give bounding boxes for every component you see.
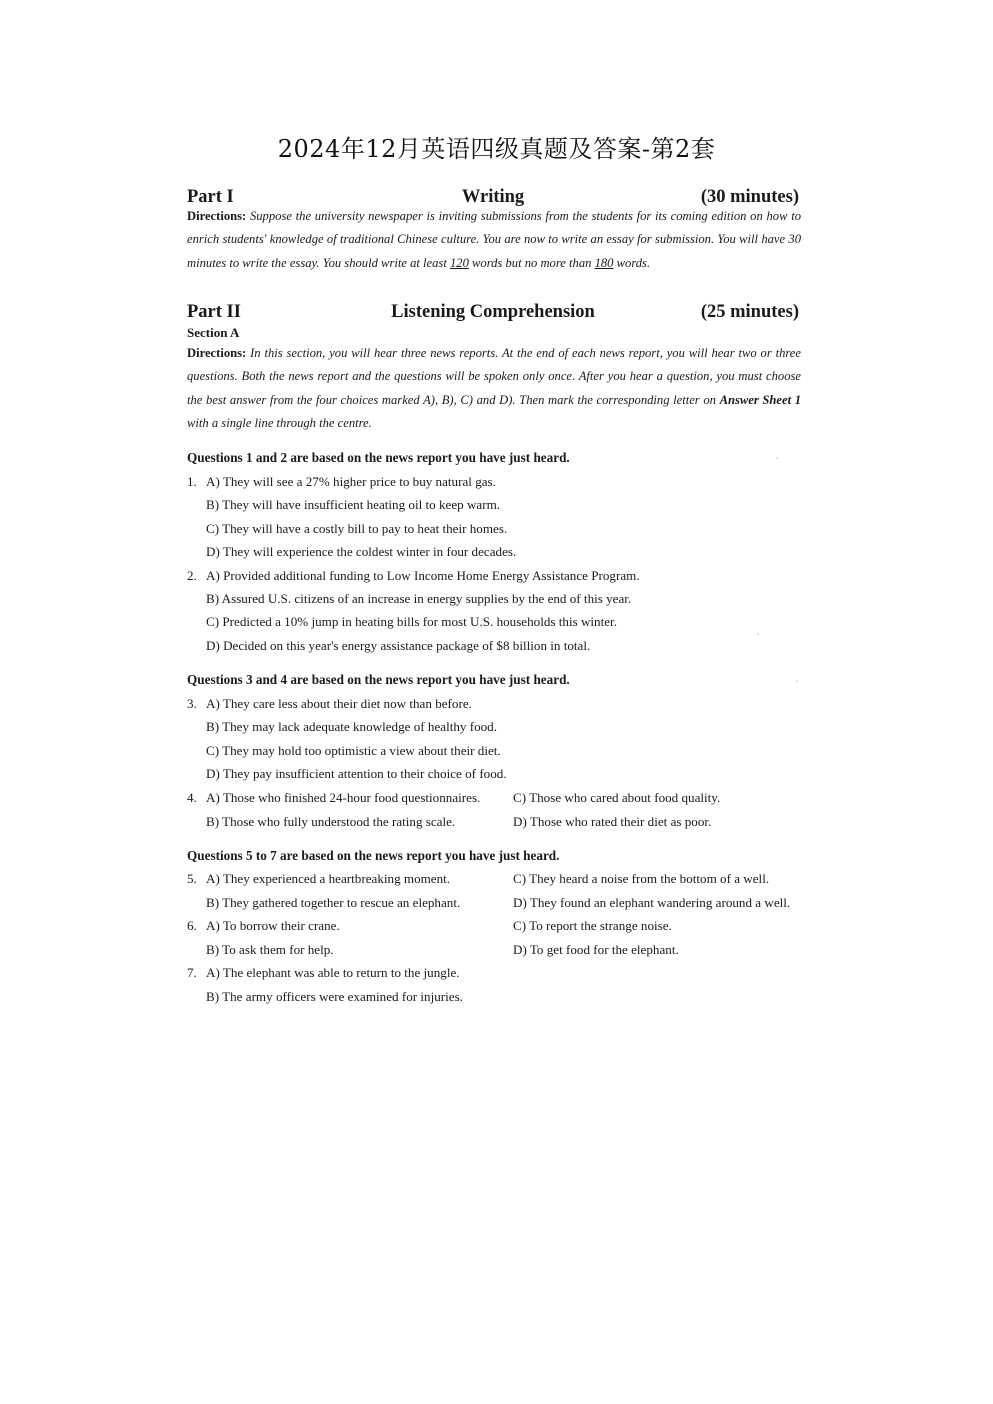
part-2-directions: [187, 342, 801, 435]
question-number: 1.: [187, 474, 197, 489]
directions-text: with a single line through the centre.: [187, 415, 372, 430]
option-4c: C) Those who cared about food quality.: [513, 790, 721, 805]
part-2-header: [187, 302, 799, 328]
scan-speck: [796, 680, 798, 682]
question-number: 2.: [187, 568, 197, 583]
part-1-name: Writing: [461, 187, 525, 207]
option-5b: B) They gathered together to rescue an elephant.: [206, 895, 461, 910]
directions-text: words but no more than: [468, 255, 595, 270]
question-number: 4.: [187, 790, 197, 805]
option-5c: C) They heard a noise from the bottom of a well.: [513, 871, 770, 886]
scan-speck: [757, 633, 759, 635]
part-1-label: Part I: [187, 187, 234, 207]
part-2-name: Listening Comprehension: [391, 302, 595, 322]
option-4a: A) Those who finished 24-hour food questionnaires.: [206, 790, 481, 805]
directions-text: Suppose the university newspaper is inviting submissions from the students for its coming edition on how to enrich students' knowledge of traditional Chinese culture. You are now to write an essay for submission. You will have 30 minutes to write the essay. You should write at least: [187, 209, 801, 270]
directions-label: Directions:: [187, 346, 247, 360]
option-6d: D) To get food for the elephant.: [513, 942, 679, 957]
option-1c: C) They will have a costly bill to pay to heat their homes.: [206, 521, 508, 536]
option-2a: A) Provided additional funding to Low Income Home Energy Assistance Program.: [206, 568, 640, 583]
min-words: 120: [449, 255, 469, 270]
option-5d: D) They found an elephant wandering around a well.: [513, 895, 791, 910]
scan-speck: [776, 457, 778, 459]
answer-sheet-ref: Answer Sheet 1: [719, 392, 801, 407]
question-number: 5.: [187, 871, 197, 886]
directions-label: Directions:: [187, 209, 247, 223]
directions-text: words.: [613, 255, 651, 270]
part-2-label: Part II: [187, 302, 241, 322]
option-1b: B) They will have insufficient heating oil to keep warm.: [206, 497, 501, 512]
max-words: 180: [594, 255, 614, 270]
option-3b: B) They may lack adequate knowledge of healthy food.: [206, 719, 497, 734]
question-group-heading: Questions 5 to 7 are based on the news report you have just heard.: [187, 848, 560, 863]
option-5a: A) They experienced a heartbreaking moment.: [206, 871, 451, 886]
option-7a: A) The elephant was able to return to the jungle.: [206, 965, 460, 980]
question-group-heading: Questions 3 and 4 are based on the news report you have just heard.: [187, 672, 570, 687]
option-2c: C) Predicted a 10% jump in heating bills for most U.S. households this winter.: [206, 614, 617, 629]
part-2-time: (25 minutes): [700, 302, 799, 322]
question-number: 7.: [187, 965, 197, 980]
question-number: 3.: [187, 696, 197, 711]
question-number: 6.: [187, 918, 197, 933]
option-6a: A) To borrow their crane.: [206, 918, 340, 933]
directions-text: In this section, you will hear three news reports. At the end of each news report, you will hear two or three questions. Both the news report and the questions will be spoken only once. After you hear a question, you must choose the best answer from the four choices marked A), B), C) and D). Then mark the corresponding letter on: [187, 346, 801, 407]
question-group-heading: Questions 1 and 2 are based on the news report you have just heard.: [187, 450, 570, 465]
option-7b: B) The army officers were examined for injuries.: [206, 989, 463, 1004]
part-1-time: (30 minutes): [700, 187, 799, 207]
option-4d: D) Those who rated their diet as poor.: [513, 814, 712, 829]
option-6c: C) To report the strange noise.: [513, 918, 672, 933]
part-1-directions: [187, 205, 801, 275]
option-3c: C) They may hold too optimistic a view about their diet.: [206, 743, 501, 758]
option-2d: D) Decided on this year's energy assistance package of $8 billion in total.: [206, 638, 591, 653]
section-a-label: Section A: [187, 325, 240, 340]
option-3d: D) They pay insufficient attention to their choice of food.: [206, 766, 507, 781]
option-4b: B) Those who fully understood the rating scale.: [206, 814, 456, 829]
option-1a: A) They will see a 27% higher price to buy natural gas.: [206, 474, 496, 489]
option-1d: D) They will experience the coldest winter in four decades.: [206, 544, 517, 559]
option-6b: B) To ask them for help.: [206, 942, 334, 957]
option-2b: B) Assured U.S. citizens of an increase in energy supplies by the end of this year.: [206, 591, 632, 606]
page-title: 2024年12月英语四级真题及答案-第2套: [277, 135, 716, 163]
option-3a: A) They care less about their diet now than before.: [206, 696, 472, 711]
